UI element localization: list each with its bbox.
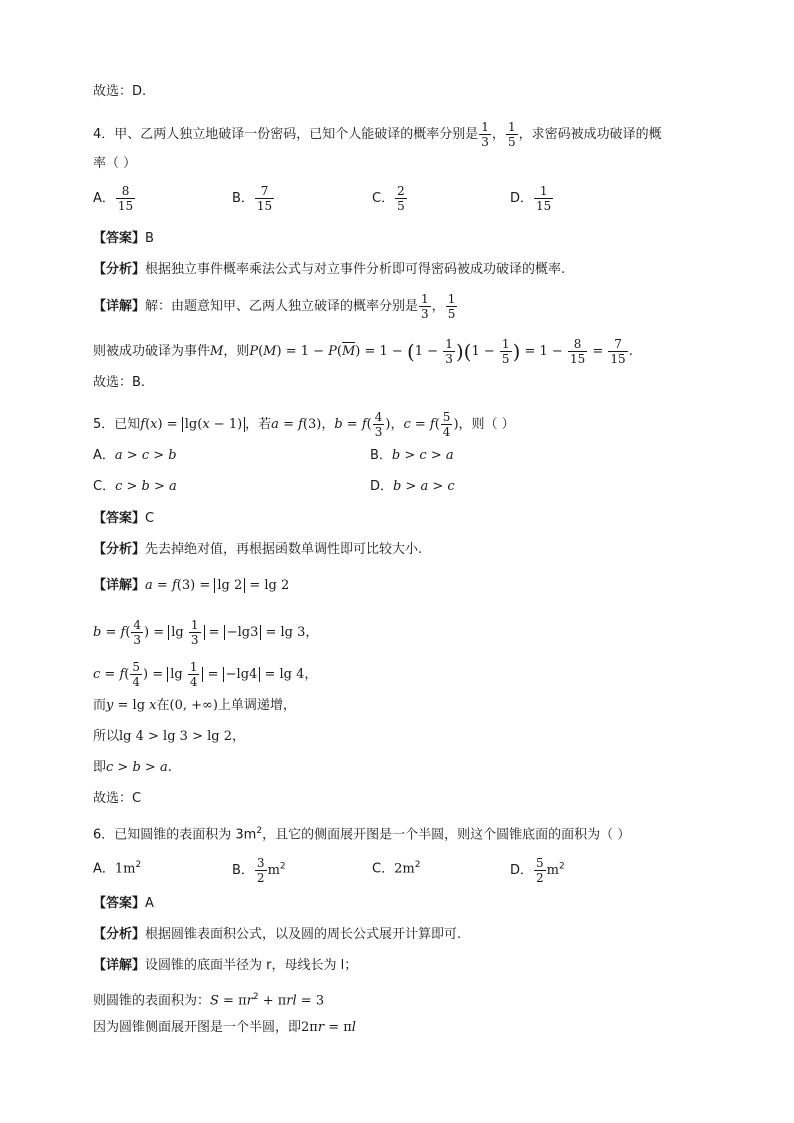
- q4-answer: 【答案】B: [93, 231, 154, 246]
- q5-detail-c: c = f( $\frac{5}{4}$ ) = lg $\frac{1}{4}$ = −lg4 = lg 4，: [93, 660, 318, 689]
- q5-ie: 即c > b > a.: [93, 760, 172, 775]
- q6-option-c: C．$2m^2$: [372, 860, 421, 877]
- q5-option-d: D．b > a > c: [370, 479, 455, 494]
- q4-detail: 【详解】解：由题意知甲、乙两人独立破译的概率分别是 $\frac{1}{3}$ ， $\frac{1}{5}$: [93, 292, 456, 321]
- q4-option-c: C． $\frac{2}{5}$: [372, 184, 405, 213]
- q4-stem-line2: 率（ ）: [93, 156, 137, 171]
- q4-option-d: D． $\frac{1}{15}$: [510, 184, 552, 213]
- q6-answer: 【答案】A: [93, 896, 154, 911]
- select-d-line: 故选：D.: [93, 84, 147, 99]
- q4-option-a: A． $\frac{8}{15}$: [93, 184, 134, 213]
- q5-detail-a: 【详解】a = f(3) = lg 2 = lg 2: [93, 578, 290, 593]
- q5-analysis: 【分析】先去掉绝对值，再根据函数单调性即可比较大小.: [93, 542, 423, 557]
- fraction: $\frac{1}{5}$: [507, 120, 516, 149]
- q6-stem: 6．已知圆锥的表面积为 $3m^2$，且它的侧面展开图是一个半圆，则这个圆锥底面的面积为（ ）: [93, 826, 631, 843]
- q4-event-line: 则被成功破译为事件M，则P(M) = 1 − P(M) = 1 − (1 − $\frac{1}{3}$ )(1 − $\frac{1}{5}$ ) = 1 − $\frac{8}{15}$ = $\frac{7}{15}$ .: [93, 337, 633, 366]
- select-b-line: 故选：B.: [93, 375, 146, 390]
- q5-detail-b: b = f( $\frac{4}{3}$ ) = lg $\frac{1}{3}$ = −lg3 = lg 3，: [93, 618, 319, 647]
- q6-analysis: 【分析】根据圆锥表面积公式，以及圆的周长公式展开计算即可.: [93, 927, 462, 942]
- q6-option-b: B． $\frac{3}{2}$ $m^2$: [232, 856, 286, 885]
- q4-stem-line1: 4．甲、乙两人独立地破译一份密码，已知个人能破译的概率分别是 $\frac{1}{3}$ ， $\frac{1}{5}$ ，求密码被成功破译的概: [93, 120, 662, 149]
- select-c-line: 故选：C: [93, 791, 142, 806]
- q5-answer: 【答案】C: [93, 511, 155, 526]
- q5-stem: 5．已知f(x) = lg(x − 1) ，若a = f(3)，b = f( $\frac{4}{3}$ )，c = f( $\frac{5}{4}$ )，则（ ）: [93, 410, 515, 439]
- q5-monotonic: 而y = lg x在(0, +∞)上单调递增，: [93, 698, 296, 713]
- q6-semicircle: 因为圆锥侧面展开图是一个半圆，即2πr = πl: [93, 1020, 356, 1035]
- q6-surface: 则圆锥的表面积为：$S = \pi r^2 + \pi rl = 3$: [93, 992, 325, 1009]
- q4-analysis: 【分析】根据独立事件概率乘法公式与对立事件分析即可得密码被成功破译的概率.: [93, 262, 566, 277]
- q5-option-b: B．b > c > a: [370, 448, 454, 463]
- q5-option-c: C．c > b > a: [93, 479, 177, 494]
- q6-option-a: A．$1m^2$: [93, 860, 142, 877]
- q5-option-a: A．a > c > b: [93, 448, 177, 463]
- q6-option-d: D． $\frac{5}{2}$ $m^2$: [510, 856, 565, 885]
- q6-detail: 【详解】设圆锥的底面半径为 r，母线长为 l；: [93, 958, 358, 973]
- q4-option-b: B． $\frac{7}{15}$: [232, 184, 273, 213]
- q5-so: 所以lg 4 > lg 3 > lg 2，: [93, 729, 245, 744]
- fraction: $\frac{1}{3}$: [481, 120, 489, 149]
